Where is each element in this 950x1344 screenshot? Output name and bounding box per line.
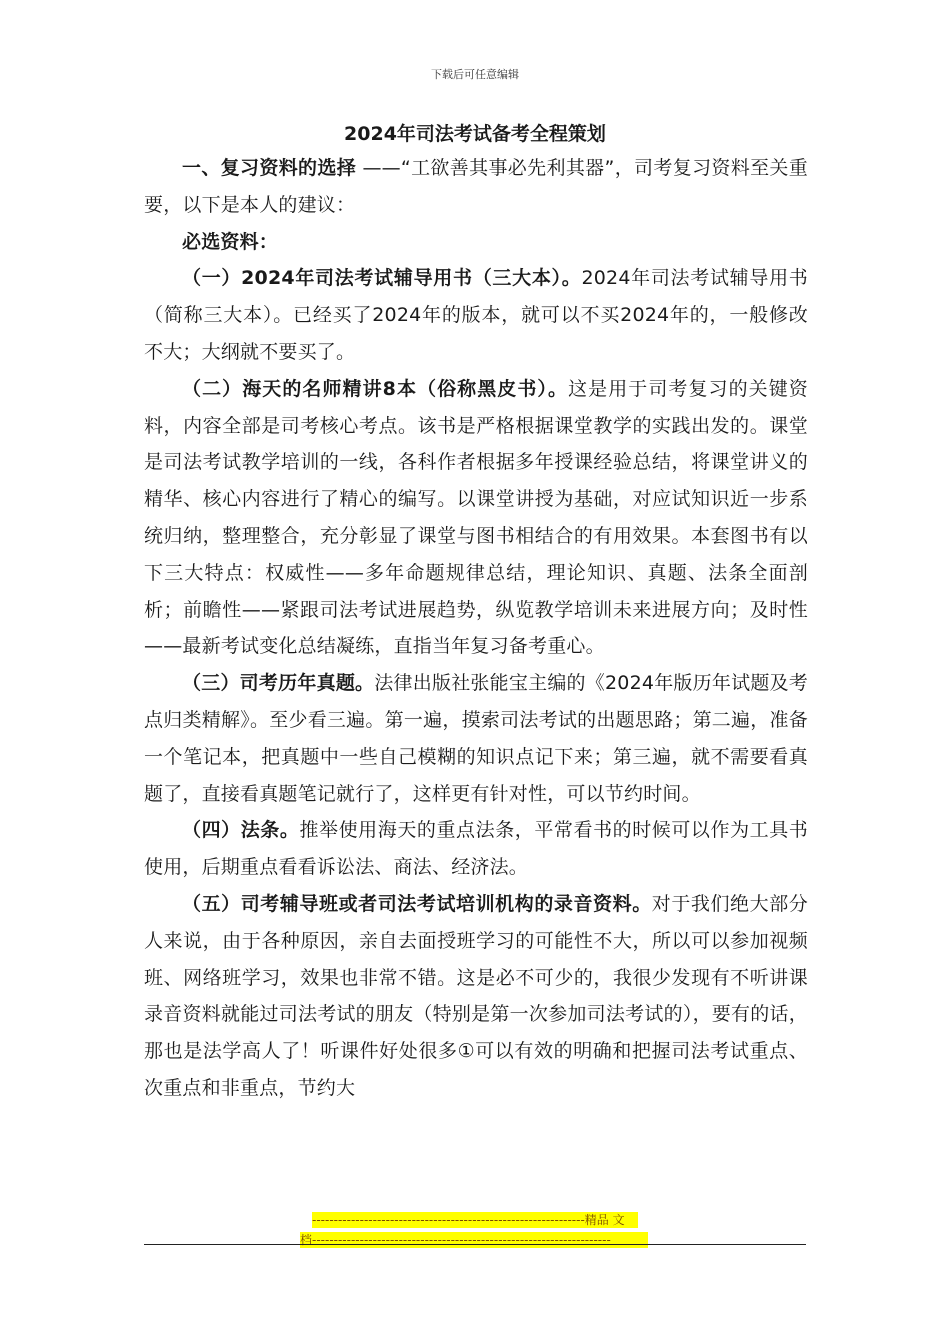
document-title: 2024年司法考试备考全程策划 — [344, 123, 606, 145]
paragraph-text: ——“工欲善其事必先利其器”，司考复习资料至关重要，以下是本人的建议： — [144, 157, 808, 216]
paragraph-text: 推举使用海天的重点法条，平常看书的时候可以作为工具书使用，后期重点看看诉讼法、商法、经济法。 — [144, 819, 809, 879]
footer-line-2: 档--------------------------------------------------------------------- — [300, 1232, 648, 1248]
paragraph-item-1 — [144, 260, 808, 370]
paragraph-item-4 — [144, 812, 808, 886]
paragraph-text: 这是用于司考复习的关键资料，内容全部是司考核心考点。该书是严格根据课堂教学的实践出发的。课堂是司法考试教学培训的一线，各科作者根据多年授课经验总结，将课堂讲义的精华、核心内容进行了精心的编写。以课堂讲授为基础，对应试知识近一步系统归纳，整理整合，充分彰显了课堂与图书相结合的有用效果。本套图书有以下三大特点：权威性——多年命题规律总结，理论知识、真题、法条全面剖析；前瞻性——紧跟司法考试进展趋势，纵览教学培训未来进展方向；及时性——最新考试变化总结凝练，直指当年复习备考重心。 — [144, 377, 808, 658]
paragraph-required-materials — [144, 224, 808, 261]
paragraph-heading: （二）海天的名师精讲8本（俗称黑皮书）。 — [182, 377, 569, 400]
paragraph-heading: （四）法条。 — [182, 819, 300, 842]
footer-line-1: ---------------------------------------------------------------精品 文 — [312, 1212, 638, 1228]
paragraph-text: 对于我们绝大部分人来说，由于各种原因，亲自去面授班学习的可能性不大，所以可以参加视频班、网络班学习，效果也非常不错。这是必不可少的，我很少发现有不听讲课录音资料就能过司法考试的朋友（特别是第一次参加司法考试的），要有的话，那也是法学高人了！听课件好处很多①可以有效的明确和把握司法考试重点、次重点和非重点，节约大 — [144, 892, 808, 1099]
paragraph-heading: （五）司考辅导班或者司法考试培训机构的录音资料。 — [182, 892, 652, 915]
paragraph-item-5 — [144, 886, 808, 1107]
page-header: 下载后可任意编辑 — [431, 68, 519, 81]
paragraph-heading: 一、复习资料的选择 — [182, 157, 357, 179]
paragraph-text: 法律出版社张能宝主编的《2024年版历年试题及考点归类精解》。至少看三遍。第一遍，摸索司法考试的出题思路；第二遍，准备一个笔记本，把真题中一些自己模糊的知识点记下来；第三遍，就不需要看真题了，直接看真题笔记就行了，这样更有针对性，可以节约时间。 — [144, 672, 808, 805]
paragraph-item-3 — [144, 665, 808, 812]
page-footer — [300, 1212, 650, 1252]
paragraph-text: 2024年司法考试辅导用书（简称三大本）。已经买了2024年的版本，就可以不买2024年的，一般修改不大；大纲就不要买了。 — [144, 267, 808, 363]
document-body — [144, 150, 808, 1107]
paragraph-section-1 — [144, 150, 808, 224]
paragraph-heading: （三）司考历年真题。 — [182, 672, 375, 695]
paragraph-item-2 — [144, 371, 808, 665]
paragraph-heading: 必选资料： — [182, 230, 279, 253]
footer-rule — [144, 1244, 806, 1245]
paragraph-heading: （一）2024年司法考试辅导用书（三大本）。 — [182, 267, 582, 290]
